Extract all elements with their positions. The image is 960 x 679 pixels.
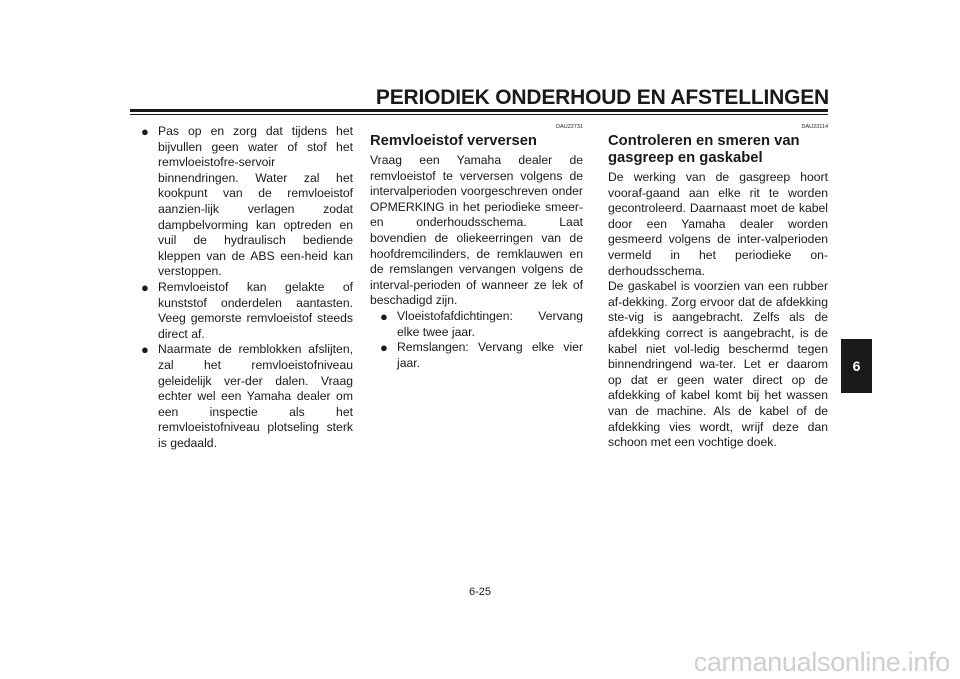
column-left bbox=[141, 124, 353, 451]
bullet-icon: ● bbox=[141, 124, 149, 139]
list-item-text: Pas op en zorg dat tijdens het bijvullen geen water of stof het remvloeistofre-servoir binnendringen. Water zal het kookpunt van de remvloeistof aanzien-lijk verlagen zodat dampbelvorming kan optreden en vuil de hydraulisch bediende kleppen van de ABS een-heid kan verstoppen. bbox=[158, 124, 353, 279]
section-paragraph: De gaskabel is voorzien van een rubber af-dekking. Zorg ervoor dat de afdekking ste-vig is aangebracht. Zelfs als de afdekking correct is aangebracht, is de kabel niet vol-ledig beschermd tegen binnendringend wa-ter. Let er daarom op dat er geen water direct op de afdekking of kabel komt bij het wassen van de machine. Als de kabel of de afdekking vies wordt, wrijf deze dan schoon met een vochtige doek. bbox=[608, 279, 828, 450]
list-item bbox=[141, 280, 353, 342]
chapter-tab: 6 bbox=[841, 339, 872, 393]
watermark: carmanualsonline.info bbox=[693, 647, 950, 677]
list-item-text: Vloeistofafdichtingen: Vervang elke twee jaar. bbox=[397, 308, 583, 339]
header-rule-thin bbox=[130, 114, 828, 115]
section-paragraph: Vraag een Yamaha dealer de remvloeistof te verversen volgens de intervalperioden voorgeschreven onder OPMERKING in het periodieke smeer- en onderhoudsschema. Laat bovendien de oliekeerringen van de hoofdremcilinders, de remklauwen en de remslangen vervangen volgens de interval-perioden of wanneer ze lek of beschadigd zijn. bbox=[370, 153, 583, 308]
list-item bbox=[141, 342, 353, 451]
section-code: DAU23114 bbox=[801, 124, 828, 130]
column-middle bbox=[370, 124, 583, 371]
bullet-icon: ● bbox=[141, 342, 149, 358]
bullet-icon: ● bbox=[380, 308, 388, 324]
section-heading: Remvloeistof verversen bbox=[370, 133, 537, 149]
section-code: DAU22731 bbox=[556, 124, 583, 130]
list-item-text: Naarmate de remblokken afslijten, zal het remvloeistofniveau geleidelijk ver-der dalen. Vraag echter wel een Yamaha dealer om een inspectie als het remvloeistofniveau plotseling sterk is gedaald. bbox=[158, 342, 353, 450]
header-rule-thick bbox=[130, 109, 828, 112]
list-item bbox=[370, 309, 583, 340]
section-heading: Controleren en smeren van gasgreep en gaskabel bbox=[608, 133, 800, 166]
column-right bbox=[608, 124, 828, 451]
bullet-icon: ● bbox=[380, 340, 388, 356]
page-title: PERIODIEK ONDERHOUD EN AFSTELLINGEN bbox=[375, 86, 829, 109]
list-item-text: Remvloeistof kan gelakte of kunststof onderdelen aantasten. Veeg gemorste remvloeistof steeds direct af. bbox=[158, 279, 353, 341]
list-item-text: Remslangen: Vervang elke vier jaar. bbox=[397, 340, 583, 370]
bullet-icon: ● bbox=[141, 279, 149, 295]
section-paragraph: De werking van de gasgreep hoort vooraf-gaand aan elke rit te worden gecontroleerd. Daarnaast moet de kabel door een Yamaha dealer worden gesmeerd volgens de inter-valperioden vermeld in het periodieke on-derhoudsschema. bbox=[608, 170, 828, 278]
list-item bbox=[370, 340, 583, 371]
page-number: 6-25 bbox=[468, 586, 492, 598]
list-item bbox=[141, 124, 353, 280]
